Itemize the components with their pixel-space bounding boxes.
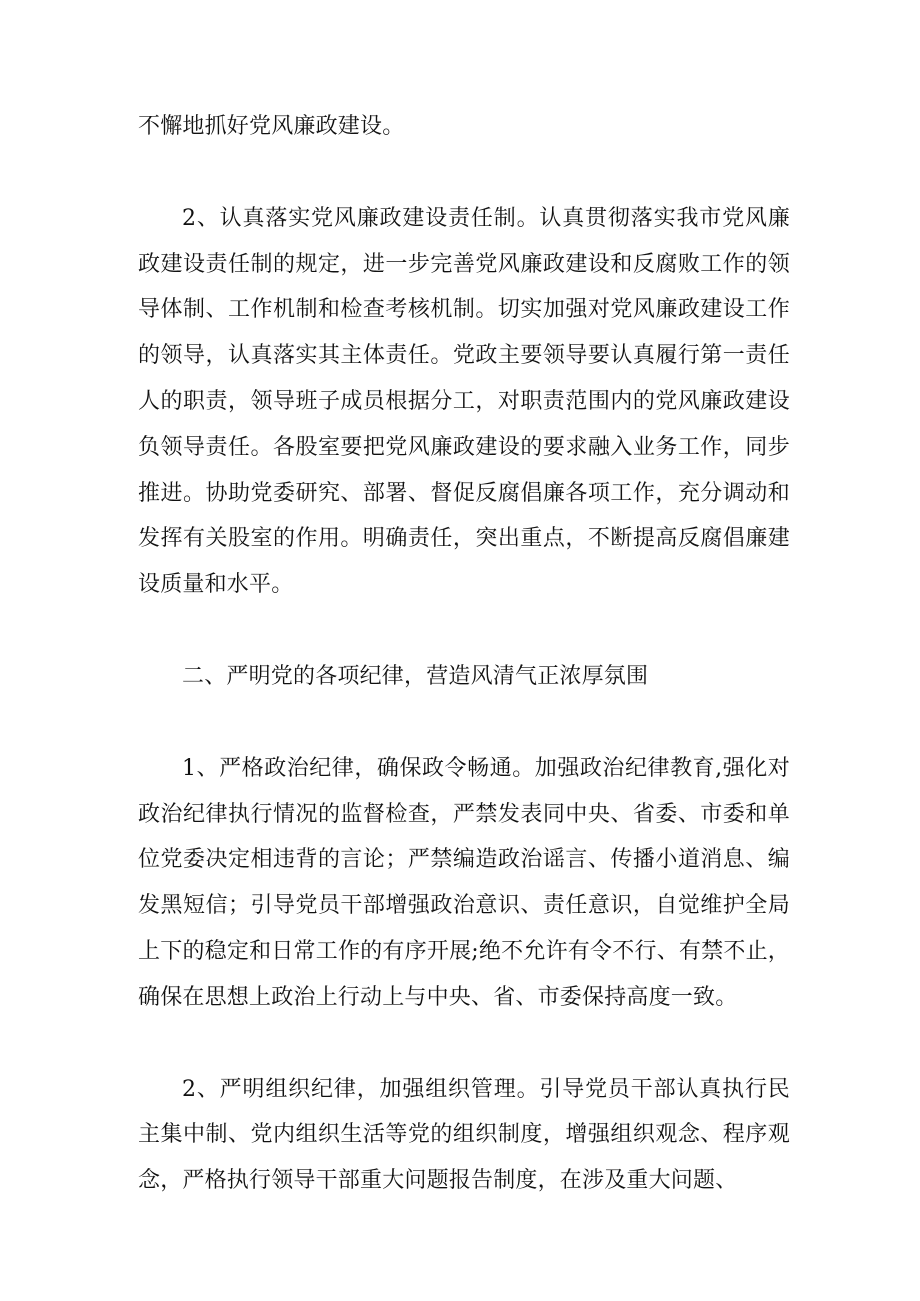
paragraph-gap [138,150,790,196]
paragraph-organizational-discipline: 2、严明组织纪律，加强组织管理。引导党员干部认真执行民主集中制、党内组织生活等党的组织制度，增强组织观念、程序观念，严格执行领导干部重大问题报告制度，在涉及重大问题、 [138,1076,790,1194]
paragraph-political-discipline: 1、严格政治纪律，确保政令畅通。加强政治纪律教育,强化对政治纪律执行情况的监督检查，严禁发表同中央、省委、市委和单位党委决定相违背的言论；严禁编造政治谣言、传播小道消息、编发黑短信；引导党员干部增强政治意识、责任意识，自觉维护全局上下的稳定和日常工作的有序开展;绝不允许有令不行、有禁不止，确保在思想上政治上行动上与中央、省、市委保持高度一致。 [138,755,790,1010]
paragraph-gap [138,608,790,654]
paragraph-continuation: 不懈地抓好党风廉政建设。 [138,114,405,139]
paragraph-gap [138,700,790,746]
paragraph-gap [138,1021,790,1067]
section-heading-discipline: 二、严明党的各项纪律，营造风清气正浓厚氛围 [182,663,649,689]
paragraph-responsibility-system: 2、认真落实党风廉政建设责任制。认真贯彻落实我市党风廉政建设责任制的规定，进一步完善党风廉政建设和反腐败工作的领导体制、工作机制和检查考核机制。切实加强对党风廉政建设工作的领导，认真落实其主体责任。党政主要领导要认真履行第一责任人的职责，领导班子成员根据分工，对职责范围内的党风廉政建设负领导责任。各股室要把党风廉政建设的要求融入业务工作，同步推进。协助党委研究、部署、督促反腐倡廉各项工作，充分调动和发挥有关股室的作用。明确责任，突出重点，不断提高反腐倡廉建设质量和水平。 [138,205,790,598]
document-page [138,104,790,1204]
